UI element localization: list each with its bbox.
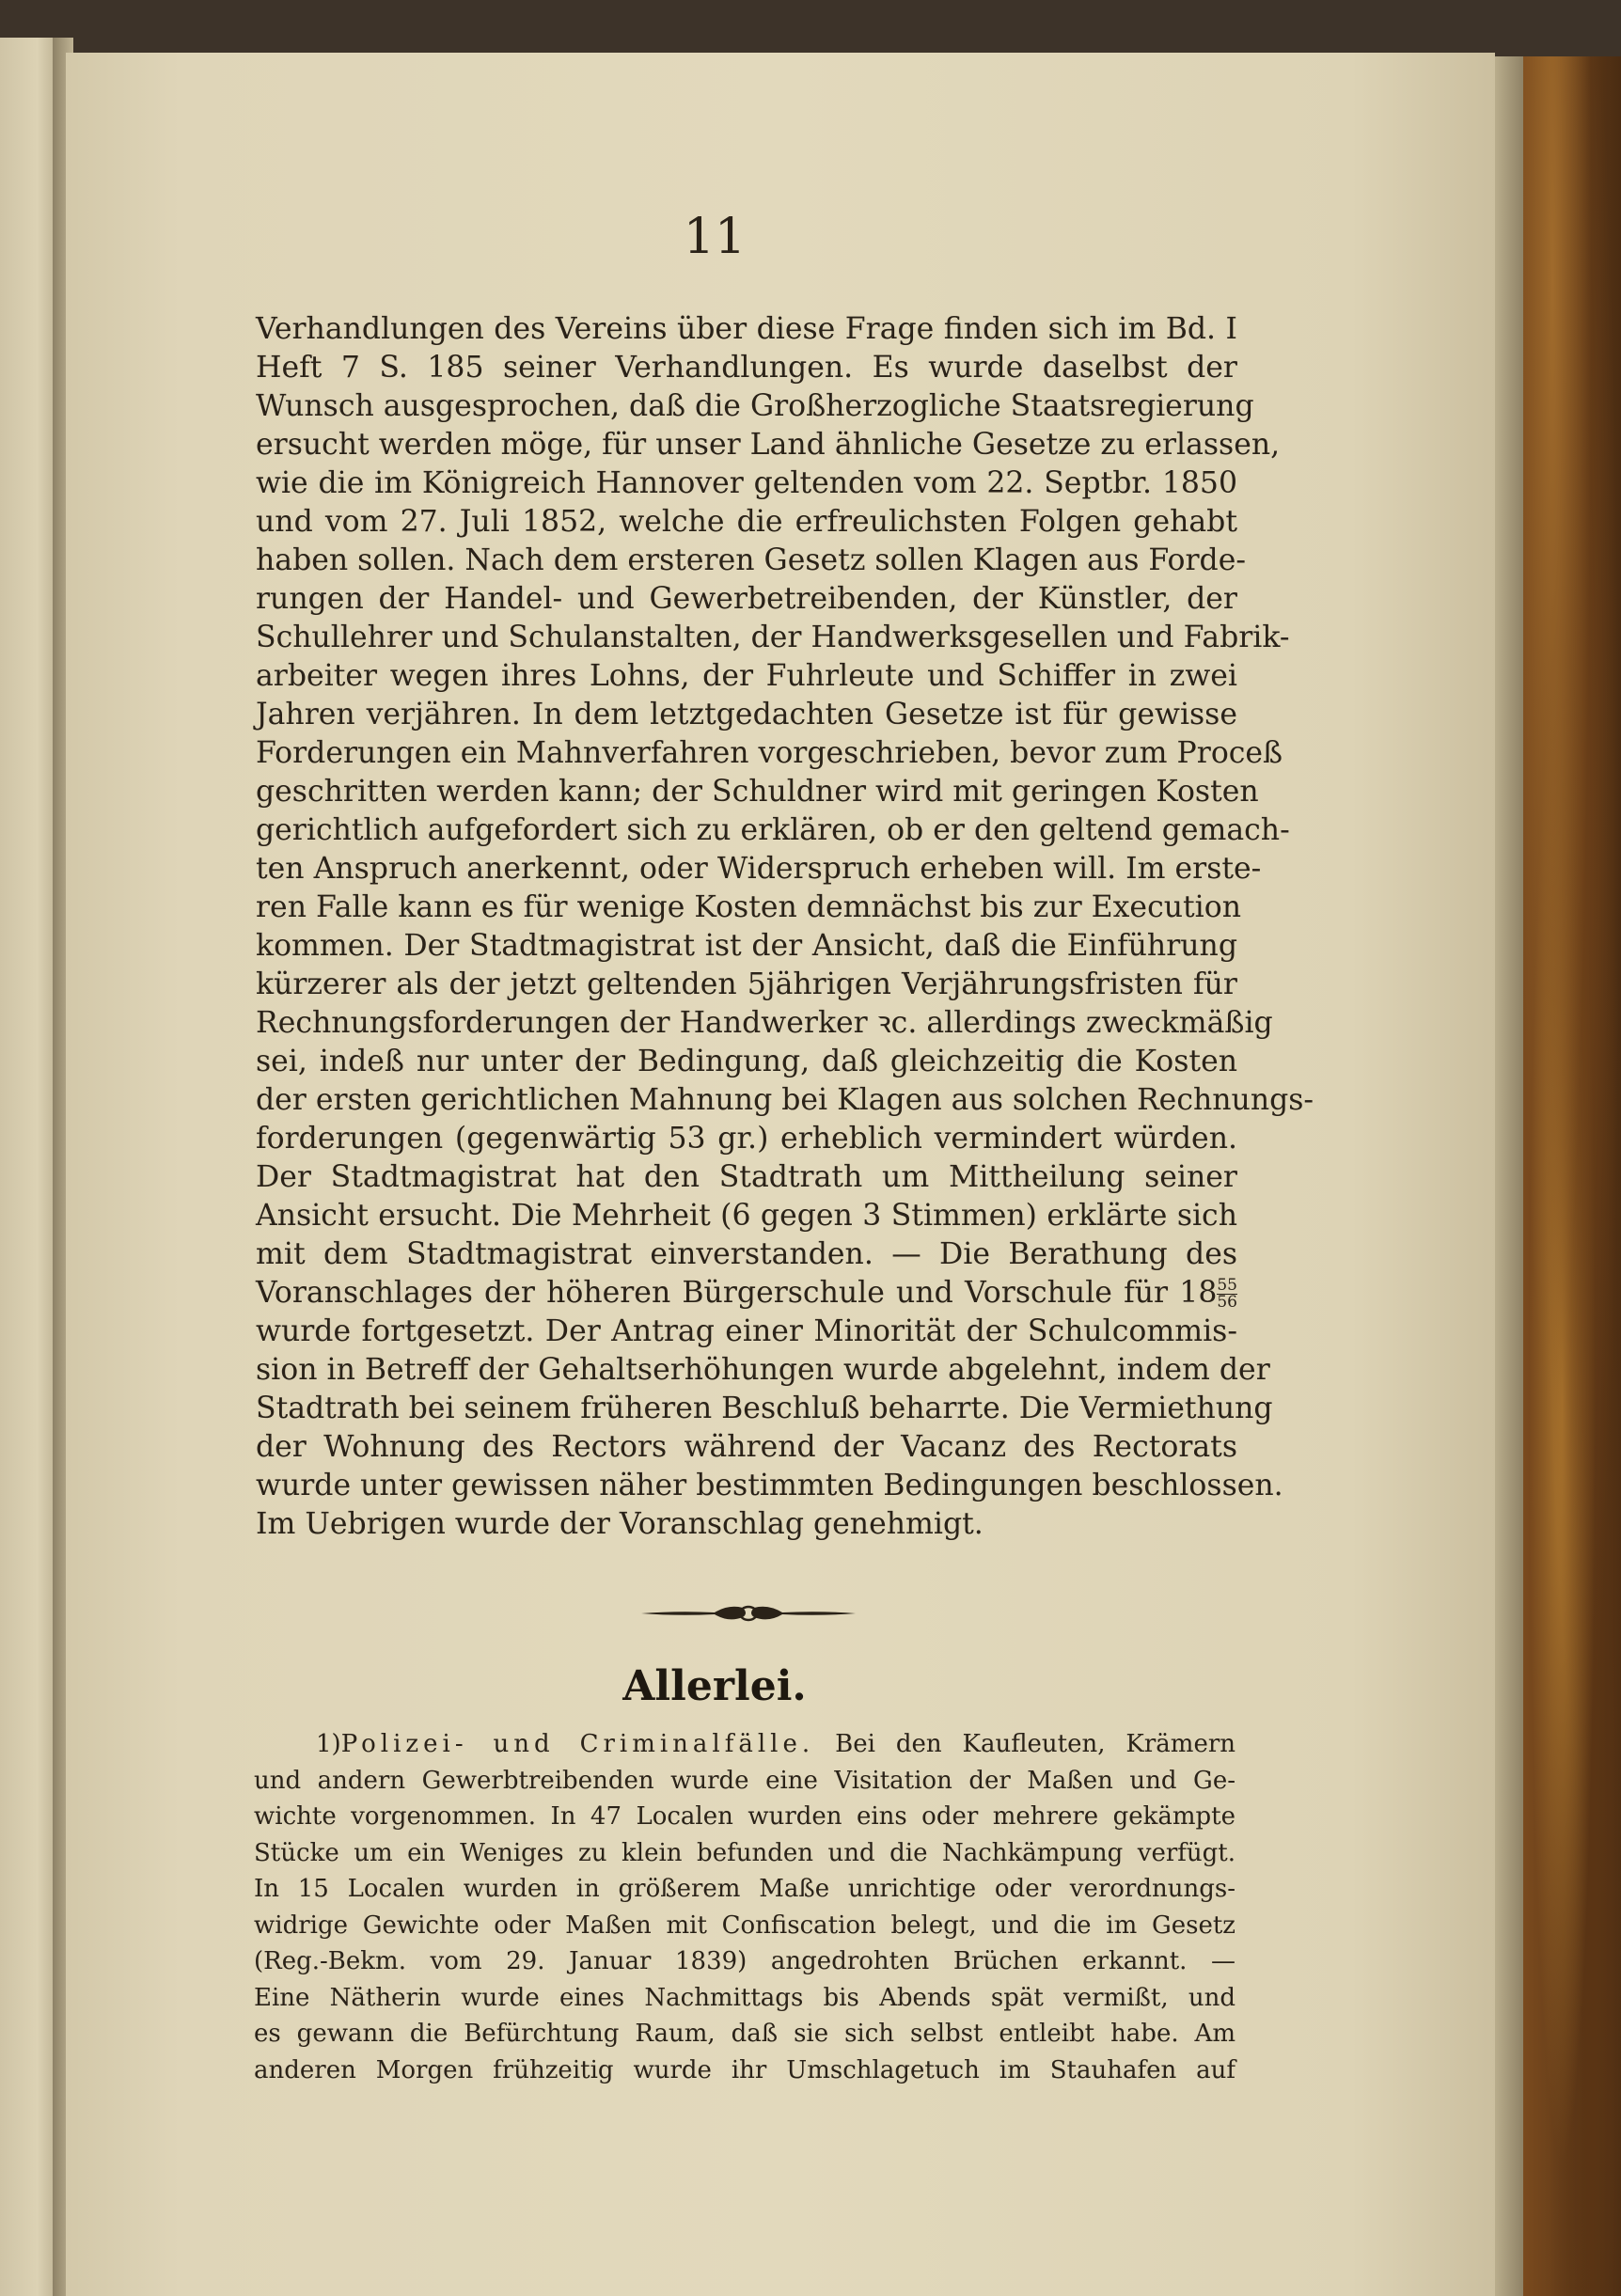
body-line: der ersten gerichtlichen Mahnung bei Klagen aus solchen Rechnungs- <box>256 1083 1314 1117</box>
first-line-rest: Bei den Kaufleuten, Krämern <box>835 1730 1236 1758</box>
body-line: forderungen (gegenwärtig 53 gr.) erheblich vermindert würden. <box>256 1122 1237 1156</box>
body-line: der Wohnung des Rectors während der Vacanz des Rectorats <box>256 1430 1237 1464</box>
page-number: 11 <box>683 209 747 265</box>
page-edge-strip <box>1495 56 1523 2296</box>
body-line: wie die im Königreich Hannover geltenden vom 22. Septbr. 1850 <box>256 466 1237 500</box>
allerlei-line: wichte vorgenommen. In 47 Localen wurden eins oder mehrere gekämpte <box>254 1802 1235 1831</box>
section-heading: Allerlei. <box>622 1662 807 1710</box>
body-paragraph <box>256 310 1314 1544</box>
allerlei-line: es gewann die Befürchtung Raum, daß sie sich selbst entleibt habe. Am <box>254 2020 1235 2048</box>
body-line: und vom 27. Juli 1852, welche die erfreulichsten Folgen gehabt <box>256 505 1237 539</box>
body-line-text: Voranschlages der höheren Bürgerschule und Vorschule für 18 <box>256 1276 1218 1310</box>
body-line: sion in Betreff der Gehaltserhöhungen wurde abgelehnt, indem der <box>256 1353 1270 1387</box>
fraction-denominator: 56 <box>1217 1293 1237 1312</box>
body-line: kommen. Der Stadtmagistrat ist der Ansicht, daß die Einführung <box>256 929 1237 963</box>
body-line: Jahren verjähren. In dem letztgedachten Gesetze ist für gewisse <box>256 698 1237 731</box>
body-line: Im Uebrigen wurde der Voranschlag genehmigt. <box>256 1507 984 1541</box>
body-line: Rechnungsforderungen der Handwerker ꝛc. allerdings zweckmäßig <box>256 1006 1273 1040</box>
allerlei-line: Eine Nätherin wurde eines Nachmittags bis Abends spät vermißt, und <box>254 1983 1235 2012</box>
body-line: Forderungen ein Mahnverfahren vorgeschrieben, bevor zum Proceß <box>256 736 1283 770</box>
body-line: Stadtrath bei seinem früheren Beschluß beharrte. Die Vermiethung <box>256 1392 1273 1425</box>
body-line: Verhandlungen des Vereins über diese Frage finden sich im Bd. I <box>256 312 1237 346</box>
body-line: wurde unter gewissen näher bestimmten Bedingungen beschlossen. <box>256 1469 1283 1502</box>
allerlei-line: und andern Gewerbtreibenden wurde eine Visitation der Maßen und Ge- <box>254 1766 1235 1795</box>
body-line-with-fraction <box>256 1274 1237 1313</box>
allerlei-paragraph <box>254 1726 1235 2088</box>
body-line: Wunsch ausgesprochen, daß die Großherzogliche Staatsregierung <box>256 389 1254 423</box>
body-line: arbeiter wegen ihres Lohns, der Fuhrleute und Schiffer in zwei <box>256 659 1237 693</box>
allerlei-line: widrige Gewichte oder Maßen mit Confiscation belegt, und die im Gesetz <box>254 1911 1235 1940</box>
body-line: ren Falle kann es für wenige Kosten demnächst bis zur Execution <box>256 890 1241 924</box>
allerlei-line: Stücke um ein Weniges zu klein befunden und die Nachkämpung verfügt. <box>254 1838 1235 1867</box>
allerlei-line: In 15 Localen wurden in größerem Maße unrichtige oder verordnungs- <box>254 1875 1235 1903</box>
allerlei-line: anderen Morgen frühzeitig wurde ihr Umschlagetuch im Stauhafen auf <box>254 2055 1235 2084</box>
body-line: wurde fortgesetzt. Der Antrag einer Minorität der Schulcommis- <box>256 1314 1237 1348</box>
body-line: sei, indeß nur unter der Bedingung, daß gleichzeitig die Kosten <box>256 1045 1237 1078</box>
item-number: 1) <box>316 1730 341 1758</box>
body-line: ten Anspruch anerkennt, oder Widerspruch erheben will. Im erste- <box>256 852 1262 886</box>
body-line: ersucht werden möge, für unser Land ähnliche Gesetze zu erlassen, <box>256 428 1281 462</box>
marbled-cover <box>1523 56 1621 2296</box>
body-line: rungen der Handel- und Gewerbetreibenden, der Künstler, der <box>256 582 1237 616</box>
body-line: Heft 7 S. 185 seiner Verhandlungen. Es wurde daselbst der <box>256 351 1237 385</box>
body-line: Ansicht ersucht. Die Mehrheit (6 gegen 3 Stimmen) erklärte sich <box>256 1199 1237 1233</box>
body-line: Der Stadtmagistrat hat den Stadtrath um Mittheilung seiner <box>256 1160 1237 1194</box>
fleuron-ornament-icon <box>639 1595 858 1632</box>
body-line: gerichtlich aufgefordert sich zu erklären, ob er den geltend gemach- <box>256 813 1290 847</box>
body-line: mit dem Stadtmagistrat einverstanden. — Die Berathung des <box>256 1237 1237 1271</box>
body-line: Schullehrer und Schulanstalten, der Handwerksgesellen und Fabrik- <box>256 621 1290 654</box>
allerlei-line: (Reg.-Bekm. vom 29. Januar 1839) angedrohten Brüchen erkannt. — <box>254 1947 1235 1975</box>
body-line: geschritten werden kann; der Schuldner wird mit geringen Kosten <box>256 775 1259 809</box>
body-line: kürzerer als der jetzt geltenden 5jährigen Verjährungsfristen für <box>256 967 1237 1001</box>
allerlei-first-line <box>254 1726 1235 1763</box>
fraction-numerator: 55 <box>1217 1276 1237 1295</box>
item-title: Polizei- und Criminalfälle. <box>340 1730 815 1758</box>
school-year-fraction <box>1217 1278 1237 1311</box>
body-line: haben sollen. Nach dem ersteren Gesetz sollen Klagen aus Forde- <box>256 543 1246 577</box>
